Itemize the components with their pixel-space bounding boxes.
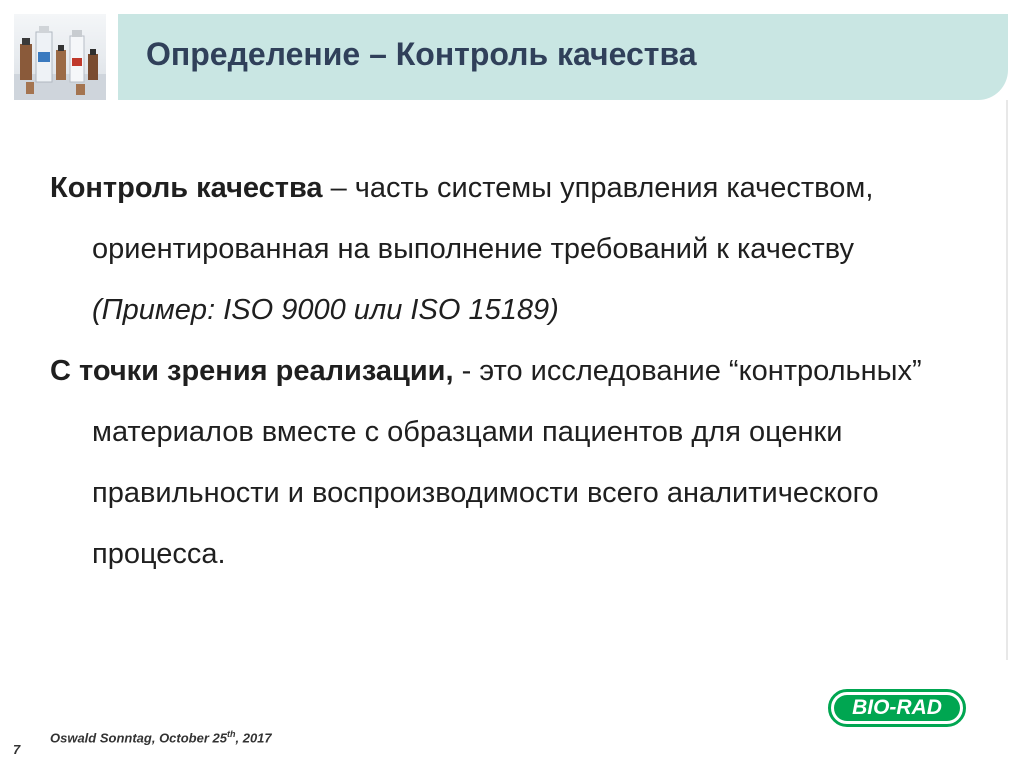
definition-paragraph: [50, 158, 930, 341]
slide-title: Определение – Контроль качества: [146, 36, 697, 72]
footer-author-date: Oswald Sonntag, October 25: [50, 730, 227, 746]
footer-year: , 2017: [235, 730, 272, 746]
implementation-paragraph: [50, 341, 930, 585]
implementation-term: С точки зрения реализации,: [50, 355, 454, 387]
definition-example: (Пример: ISO 9000 или ISO 15189): [92, 294, 559, 326]
title-bar: [118, 14, 1008, 100]
footer-date-suffix: th: [226, 729, 236, 739]
biorad-logo: [828, 689, 966, 727]
footer-credit: [50, 729, 272, 745]
definition-term: Контроль качества: [50, 172, 323, 204]
implementation-text: - это исследование “контрольных” материалов вместе с образцами пациентов для оценки правильности и воспроизводимости всего аналитического процесса.: [92, 355, 922, 570]
slide-body: [50, 158, 930, 585]
right-divider: [1006, 100, 1008, 660]
page-number: 7: [13, 742, 21, 757]
lab-bottles-photo: [14, 14, 106, 100]
biorad-logo-text: BIO-RAD: [834, 695, 960, 721]
definition-text: – часть системы управления качеством, ориентированная на выполнение требований к качеству: [92, 172, 874, 265]
